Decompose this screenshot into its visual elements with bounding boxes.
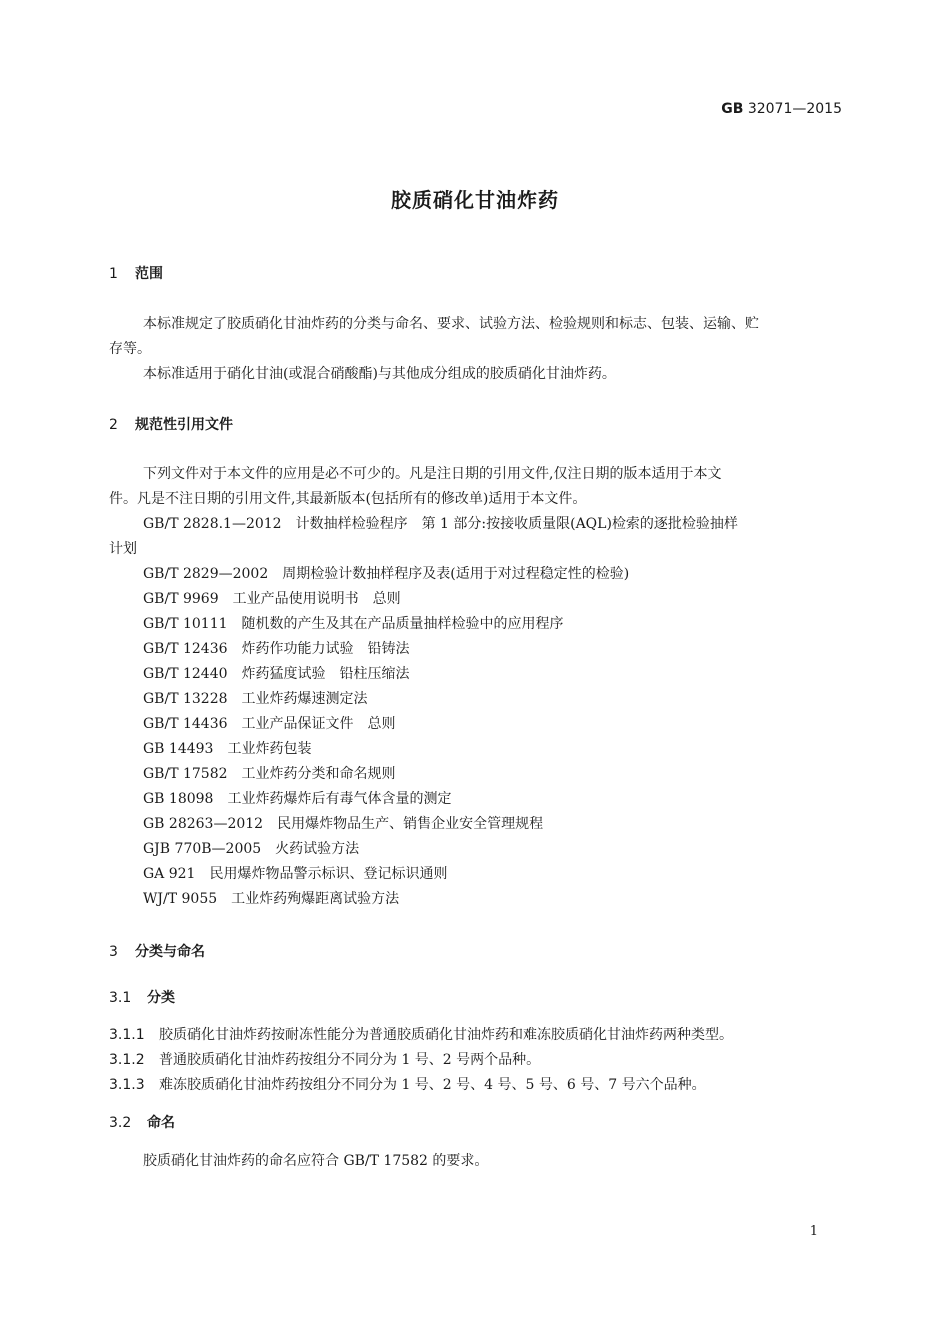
section-2-number: 2 bbox=[109, 417, 118, 433]
section-3-number: 3 bbox=[109, 944, 118, 960]
section-3-2-title: 命名 bbox=[147, 1115, 175, 1131]
section-3-2-heading bbox=[109, 1112, 175, 1132]
section-3-2-number: 3.2 bbox=[109, 1115, 132, 1131]
clause-3-1-1-number: 3.1.1 bbox=[109, 1027, 145, 1043]
section-2-para-1a: 下列文件对于本文件的应用是必不可少的。凡是注日期的引用文件,仅注日期的版本适用于本文 bbox=[143, 466, 722, 482]
document-title: 胶质硝化甘油炸药 bbox=[391, 188, 559, 212]
clause-3-1-3-number: 3.1.3 bbox=[109, 1077, 145, 1093]
clause-3-1-2-number: 3.1.2 bbox=[109, 1052, 145, 1068]
reference-item: GB 18098 工业炸药爆炸后有毒气体含量的测定 bbox=[143, 791, 452, 807]
section-1-title: 范围 bbox=[135, 266, 163, 282]
standard-code: 32071—2015 bbox=[747, 101, 842, 117]
section-1-para-2: 本标准适用于硝化甘油(或混合硝酸酯)与其他成分组成的胶质硝化甘油炸药。 bbox=[143, 366, 616, 382]
reference-item: GB/T 10111 随机数的产生及其在产品质量抽样检验中的应用程序 bbox=[143, 616, 564, 632]
clause-3-1-3 bbox=[109, 1074, 706, 1094]
section-3-1-number: 3.1 bbox=[109, 990, 132, 1006]
section-3-title: 分类与命名 bbox=[135, 944, 205, 960]
reference-item: GJB 770B—2005 火药试验方法 bbox=[143, 841, 360, 857]
reference-item: GB/T 9969 工业产品使用说明书 总则 bbox=[143, 591, 401, 607]
reference-item: GB/T 12440 炸药猛度试验 铅柱压缩法 bbox=[143, 666, 410, 682]
clause-3-1-1-text: 胶质硝化甘油炸药按耐冻性能分为普通胶质硝化甘油炸药和难冻胶质硝化甘油炸药两种类型。 bbox=[159, 1027, 733, 1043]
standard-number bbox=[721, 101, 842, 117]
section-3-heading bbox=[109, 941, 205, 961]
section-2-heading bbox=[109, 414, 233, 434]
section-1-para-1b: 存等。 bbox=[109, 341, 151, 357]
reference-item: GA 921 民用爆炸物品警示标识、登记标识通则 bbox=[143, 866, 448, 882]
reference-item: GB/T 2829—2002 周期检验计数抽样程序及表(适用于对过程稳定性的检验) bbox=[143, 566, 630, 582]
page-number: 1 bbox=[809, 1224, 818, 1239]
reference-1b: 计划 bbox=[109, 541, 137, 557]
reference-item: GB 14493 工业炸药包装 bbox=[143, 741, 312, 757]
clause-3-1-2-text: 普通胶质硝化甘油炸药按组分不同分为 1 号、2 号两个品种。 bbox=[159, 1052, 541, 1068]
reference-1a: GB/T 2828.1—2012 计数抽样检验程序 第 1 部分:按接收质量限(AQL)检索的逐批检验抽样 bbox=[143, 516, 738, 532]
reference-item: WJ/T 9055 工业炸药殉爆距离试验方法 bbox=[143, 891, 400, 907]
section-2-para-1b: 件。凡是不注日期的引用文件,其最新版本(包括所有的修改单)适用于本文件。 bbox=[109, 491, 587, 507]
reference-item: GB/T 12436 炸药作功能力试验 铅铸法 bbox=[143, 641, 410, 657]
section-1-heading bbox=[109, 263, 163, 283]
reference-item: GB 28263—2012 民用爆炸物品生产、销售企业安全管理规程 bbox=[143, 816, 544, 832]
clause-3-1-2 bbox=[109, 1049, 540, 1069]
section-3-2-para: 胶质硝化甘油炸药的命名应符合 GB/T 17582 的要求。 bbox=[143, 1153, 489, 1169]
reference-item: GB/T 17582 工业炸药分类和命名规则 bbox=[143, 766, 396, 782]
section-3-1-heading bbox=[109, 987, 175, 1007]
section-1-para-1a: 本标准规定了胶质硝化甘油炸药的分类与命名、要求、试验方法、检验规则和标志、包装、运输、贮 bbox=[143, 316, 759, 332]
standard-prefix: GB bbox=[721, 101, 744, 117]
reference-item: GB/T 14436 工业产品保证文件 总则 bbox=[143, 716, 396, 732]
section-2-title: 规范性引用文件 bbox=[135, 417, 233, 433]
reference-item: GB/T 13228 工业炸药爆速测定法 bbox=[143, 691, 368, 707]
section-3-1-title: 分类 bbox=[147, 990, 175, 1006]
section-1-number: 1 bbox=[109, 266, 118, 282]
clause-3-1-1 bbox=[109, 1024, 733, 1044]
clause-3-1-3-text: 难冻胶质硝化甘油炸药按组分不同分为 1 号、2 号、4 号、5 号、6 号、7 号六个品种。 bbox=[159, 1077, 706, 1093]
